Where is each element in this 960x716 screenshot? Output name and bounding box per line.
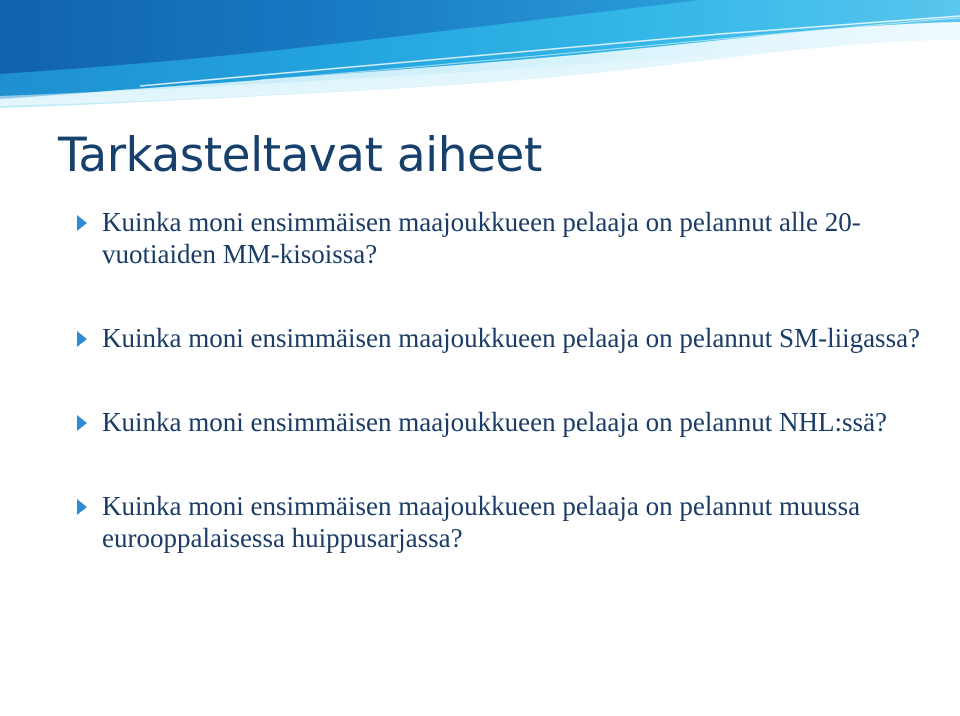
bullet-list xyxy=(68,206,928,554)
bullet-item xyxy=(68,206,928,270)
bullet-item xyxy=(68,490,928,554)
bullet-item xyxy=(68,406,928,438)
bullet-text: Kuinka moni ensimmäisen maajoukkueen pelaaja on pelannut NHL:ssä? xyxy=(102,407,888,437)
bullet-item xyxy=(68,322,928,354)
bullet-text: Kuinka moni ensimmäisen maajoukkueen pelaaja on pelannut SM-liigassa? xyxy=(102,323,921,353)
triangle-bullet-icon xyxy=(77,499,87,515)
header-wave-banner xyxy=(0,0,960,110)
bullet-text: Kuinka moni ensimmäisen maajoukkueen pelaaja on pelannut muussa eurooppalaisessa huippusarjassa? xyxy=(102,491,861,553)
triangle-bullet-icon xyxy=(77,415,87,431)
bullet-text: Kuinka moni ensimmäisen maajoukkueen pelaaja on pelannut alle 20-vuotiaiden MM-kisoissa? xyxy=(102,207,861,269)
triangle-bullet-icon xyxy=(77,331,87,347)
triangle-bullet-icon xyxy=(77,215,87,231)
slide-title: Tarkasteltavat aiheet xyxy=(58,128,542,183)
